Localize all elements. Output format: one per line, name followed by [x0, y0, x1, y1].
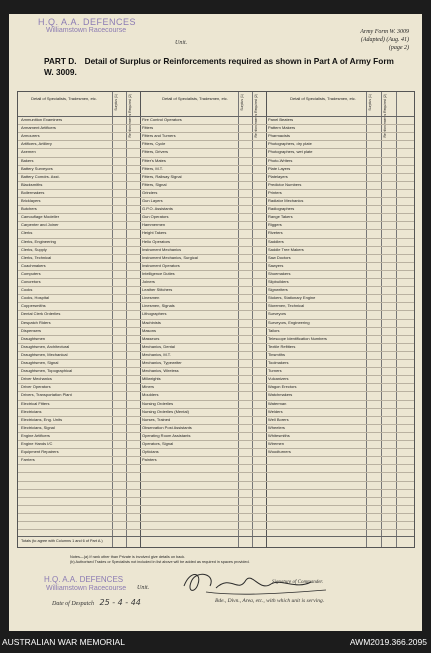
col2-reinf-header: Reinforcements Required (2) — [254, 94, 258, 138]
list-item: Radiographers — [268, 206, 295, 212]
table-row-line — [18, 400, 414, 401]
list-item: Equipment Repairers — [21, 449, 59, 455]
table-row-line — [18, 157, 414, 158]
list-item: Draughtsmen — [21, 335, 46, 341]
list-item: Concretors — [21, 279, 41, 284]
bde-label: Bde., Divn., Area, etc., with which unit is serving. — [215, 598, 325, 604]
table-row-line — [18, 189, 414, 190]
list-item: Farriers — [21, 457, 35, 463]
despatch-value: 25 - 4 - 44 — [99, 598, 141, 607]
table-row-line — [18, 343, 414, 344]
table-row-line — [18, 359, 414, 360]
table-row-line — [18, 383, 414, 384]
list-item: Ammunition Examiners — [21, 117, 63, 122]
table-row-line — [18, 335, 414, 336]
table-row-line — [18, 432, 414, 433]
table-row-line — [18, 505, 414, 506]
list-item: Photographers, wet plate — [268, 149, 313, 155]
form-id-line2: (Adapted) (Aug. 41) — [360, 37, 409, 43]
table-row-line — [18, 375, 414, 376]
list-item: Riggers — [268, 222, 282, 228]
table-row-line — [18, 464, 414, 465]
col1-reinf-header: Reinforcements Required (2) — [128, 94, 132, 138]
table-row-line — [18, 472, 414, 473]
list-item: Lithographers — [142, 311, 167, 317]
table-row-line — [18, 327, 414, 328]
list-item: Tailors — [268, 327, 280, 333]
list-item: Well Borers — [268, 416, 289, 422]
table-row-line — [18, 270, 414, 271]
list-item: Predictor Numbers — [268, 181, 302, 187]
list-item: Camouflage Modeller — [21, 214, 60, 220]
col3-reinf-header: Reinforcements Required (2) — [383, 94, 387, 138]
table-row-line — [18, 440, 414, 441]
list-item: Mechanics, M.T. — [142, 351, 171, 357]
list-item: Miners — [142, 384, 155, 390]
list-item: Sawyers — [268, 262, 284, 268]
list-item: Engine Artificers — [21, 432, 50, 438]
list-item: Draughtsmen, Signal — [21, 360, 59, 365]
list-item: Masseurs — [142, 335, 160, 341]
footer-stamp-line1: H.Q. A.A. DEFENCES — [44, 575, 124, 584]
table-row-line — [18, 181, 414, 182]
totals-divider — [18, 536, 414, 537]
list-item: Coachmakers — [21, 262, 46, 268]
list-item: Driver Mechanics — [21, 376, 52, 382]
table-row-line — [18, 132, 414, 133]
col1-surplus-header: Surplus (1) — [114, 94, 118, 111]
list-item: Mechanics, Typewriter — [142, 360, 182, 365]
list-item: Electricians — [21, 408, 42, 414]
list-item: Axemen — [21, 149, 36, 155]
table-column-divider — [396, 92, 397, 547]
list-item: Electricians, Eng. Units — [21, 416, 63, 422]
table-row-line — [18, 254, 414, 255]
list-item: Watchmakers — [268, 392, 293, 398]
table-row-line — [18, 367, 414, 368]
table-column-divider — [112, 92, 113, 547]
list-item: Draughtsmen, Topographical — [21, 368, 73, 374]
despatch-date — [52, 598, 141, 607]
list-item: Draughtsmen, Architectural — [21, 343, 70, 349]
table-row-line — [18, 521, 414, 522]
list-item: Blacksmiths — [21, 181, 43, 187]
part-title-text: Detail of Surplus or Reinforcements required as shown in Part A of Army Form W. 3009. — [44, 56, 394, 77]
list-item: Instrument Mechanics — [142, 246, 182, 252]
table-row-line — [18, 529, 414, 530]
list-item: Instrument Mechanics, Surgical — [142, 254, 198, 260]
list-item: Pattern Makers — [268, 125, 296, 131]
list-item: Artificers, Artillery — [21, 141, 52, 147]
list-item: Painters — [142, 457, 157, 463]
table-row-line — [18, 319, 414, 320]
list-item: Armament Artificers — [21, 125, 56, 131]
list-item: Fitters and Turners — [142, 133, 176, 139]
list-item: Plate Layers — [268, 165, 291, 171]
list-item: Nursing Orderlies (Mental) — [142, 408, 189, 414]
table-row-line — [18, 351, 414, 352]
table-column-divider — [126, 92, 127, 547]
list-item: Stokers, Stationary Engine — [268, 295, 316, 301]
list-item: Fitters — [142, 125, 154, 131]
table-row-line — [18, 165, 414, 166]
caption-left: AUSTRALIAN WAR MEMORIAL — [2, 637, 125, 647]
table-row-line — [18, 278, 414, 279]
notes — [70, 555, 250, 565]
list-item: Saddle Tree Makers — [268, 246, 304, 252]
table-column-divider — [140, 92, 141, 547]
list-item: Vulcanizers — [268, 376, 289, 382]
list-item: Operators, Signal — [142, 441, 174, 446]
table-row-line — [18, 197, 414, 198]
list-item: Observation Post Assistants — [142, 424, 192, 430]
table-row-line — [18, 205, 414, 206]
note-a: Notes—(a) If rank other than Private is involved give details on back. — [70, 555, 186, 559]
col3-header: Detail of Specialists, Tradesmen, etc. — [290, 96, 356, 101]
list-item: Leather Stitchers — [142, 287, 173, 293]
list-item: Tinsmiths — [268, 351, 285, 357]
col2-header: Detail of Specialists, Tradesmen, etc. — [162, 96, 228, 101]
list-item: Pharmacists — [268, 133, 291, 139]
totals-label: Totals (to agree with Columns 1 and 6 of Part A.) — [21, 539, 103, 543]
list-item: Surveyors — [268, 311, 287, 317]
list-item: Signwriters — [268, 287, 288, 293]
list-item: Height Takers — [142, 230, 167, 236]
form-identifier — [360, 28, 409, 52]
list-item: Intelligence Duties — [142, 270, 175, 276]
table-row-line — [18, 391, 414, 392]
list-item: Whitesmiths — [268, 432, 290, 438]
table-column-divider — [381, 92, 382, 547]
list-item: Boilermakers — [21, 189, 45, 195]
list-item: Fitter's Mates — [142, 157, 166, 163]
form-id-line1: Army Form W. 3009 — [360, 29, 409, 35]
table-row-line — [18, 489, 414, 490]
table-row-line — [18, 148, 414, 149]
list-item: Platelayers — [268, 173, 288, 179]
list-item: Cooks — [21, 287, 33, 293]
list-item: Gun Layers — [142, 198, 163, 203]
table-column-divider — [252, 92, 253, 547]
list-item: Dispensers — [21, 327, 42, 333]
list-item: Masons — [142, 327, 157, 333]
list-item: Instrument Operators — [142, 262, 180, 268]
footer-stamp-line2: Williamstown Racecourse — [46, 585, 127, 592]
list-item: Slipbuilders — [268, 279, 289, 284]
despatch-label: Date of Despatch — [52, 601, 94, 607]
list-item: Wiremen — [268, 441, 285, 446]
list-item: Panel Beaters — [268, 117, 294, 122]
list-item: Battery Surveyors — [21, 165, 53, 171]
list-item: Electrical Fitters — [21, 400, 50, 406]
list-item: Wagon Erectors — [268, 384, 297, 390]
table-row-line — [18, 229, 414, 230]
table-row-line — [18, 213, 414, 214]
table-column-divider — [266, 92, 267, 547]
list-item: Welders — [268, 408, 283, 414]
header-stamp-line1: H.Q. A.A. DEFENCES — [38, 17, 137, 27]
list-item: Clerks, Supply — [21, 246, 47, 252]
list-item: Drivers, Transportation Plant — [21, 392, 72, 398]
table-row-line — [18, 262, 414, 263]
list-item: Saddlers — [268, 238, 284, 244]
list-item: Opticians — [142, 449, 159, 455]
part-label: PART D. — [44, 56, 77, 66]
list-item: Grinders — [142, 189, 158, 195]
list-item: Nurses, Trained — [142, 416, 171, 422]
part-title — [44, 56, 404, 78]
list-item: Cooks, Hospital — [21, 295, 50, 301]
table-row-line — [18, 310, 414, 311]
list-item: Mechanics, Wireless — [142, 368, 179, 374]
list-item: Computers — [21, 270, 41, 276]
list-item: Moulders — [142, 392, 159, 398]
note-b: (b) Authorised Trades or Specialists not included in list above will be added as required in spaces provided. — [70, 560, 250, 564]
list-item: Linesmen, Signals — [142, 303, 175, 309]
table-row-line — [18, 286, 414, 287]
list-item: G.P.O. Assistants — [142, 206, 173, 212]
list-item: Machinists — [142, 319, 161, 325]
list-item: Fitters, Drivers — [142, 149, 168, 155]
list-item: Joiners — [142, 279, 155, 284]
table-row-line — [18, 238, 414, 239]
form-id-line3: (page 2) — [388, 45, 409, 51]
table-row-line — [18, 124, 414, 125]
list-item: Draughtsmen, Mechanical — [21, 351, 68, 357]
table-row-line — [18, 294, 414, 295]
table-row-line — [18, 221, 414, 222]
table-row-line — [18, 302, 414, 303]
list-item: Bakers — [21, 157, 34, 163]
col1-header: Detail of Specialists, Tradesmen, etc. — [31, 96, 97, 101]
list-item: Wheelers — [268, 424, 285, 430]
col3-surplus-header: Surplus (1) — [368, 94, 372, 111]
footer-unit-label: Unit. — [137, 585, 150, 591]
list-item: Surveyors, Engineering — [268, 319, 310, 325]
list-item: Butchers — [21, 206, 37, 212]
table-header-divider — [18, 116, 414, 117]
list-item: Armourers — [21, 133, 40, 139]
list-item: Printers — [268, 189, 282, 195]
table-column-divider — [238, 92, 239, 547]
list-item: Saw Doctors — [268, 254, 291, 260]
header-stamp-line2: Williamstown Racecourse — [46, 27, 127, 34]
table-row-line — [18, 424, 414, 425]
list-item: Turners — [268, 368, 282, 374]
col2-surplus-header: Surplus (1) — [240, 94, 244, 111]
list-item: Carpenter and Joiner — [21, 222, 59, 228]
list-item: Woodturners — [268, 449, 291, 455]
list-item: Fitters, Railway Signal — [142, 173, 182, 179]
caption-right: AWM2019.366.2095 — [349, 637, 427, 647]
list-item: Waterman — [268, 400, 287, 406]
table-row-line — [18, 513, 414, 514]
list-item: Telescope Identification Numbers — [268, 335, 327, 341]
list-item: Battery Comdrs. Asst. — [21, 173, 60, 179]
list-item: Millwrights — [142, 376, 161, 382]
list-item: Mechanics, Dental — [142, 343, 175, 349]
list-item: Clerks, Engineering — [21, 238, 56, 244]
list-item: Riveters — [268, 230, 283, 236]
list-item: Fire Control Operators — [142, 117, 182, 122]
list-item: Fitters, Cycle — [142, 141, 166, 147]
list-item: Clerks, Technical — [21, 254, 52, 260]
table-row-line — [18, 416, 414, 417]
list-item: Clerks — [21, 230, 33, 236]
list-item: Textile Refitters — [268, 343, 296, 349]
list-item: Despatch Riders — [21, 319, 51, 325]
list-item: Linesmen — [142, 295, 160, 301]
table-row-line — [18, 497, 414, 498]
table-row-line — [18, 456, 414, 457]
list-item: Photographers, dry plate — [268, 141, 312, 147]
list-item: Engine Hands I/C — [21, 441, 53, 446]
header-unit-label: Unit. — [175, 40, 188, 46]
list-item: Toolmakers — [268, 360, 289, 365]
list-item: Electricians, Signal — [21, 424, 55, 430]
list-item: Radiator Mechanics — [268, 198, 304, 203]
list-item: Dental Clerk Orderlies — [21, 311, 61, 317]
table-row-line — [18, 408, 414, 409]
list-item: Coppersmiths — [21, 303, 46, 309]
table-row-line — [18, 481, 414, 482]
list-item: Fitters, M.T. — [142, 165, 163, 171]
table-column-divider — [366, 92, 367, 547]
table-row-line — [18, 140, 414, 141]
specialists-table — [17, 91, 415, 548]
list-item: Photo-Writers — [268, 157, 293, 163]
table-row-line — [18, 246, 414, 247]
list-item: Storemen, Technical — [268, 303, 305, 309]
list-item: Hammermen — [142, 222, 166, 228]
signature-label: Signature of Commander. — [272, 580, 324, 585]
list-item: Bricklayers — [21, 198, 41, 203]
list-item: Range Takers — [268, 214, 293, 220]
list-item: Nursing Orderlies — [142, 400, 174, 406]
table-row-line — [18, 173, 414, 174]
list-item: Fitters, Signal — [142, 181, 167, 187]
list-item: Operating Room Assistants — [142, 432, 191, 438]
list-item: Helio Operators — [142, 238, 171, 244]
list-item: Driver Operators — [21, 384, 51, 390]
list-item: Gun Operators — [142, 214, 169, 220]
list-item: Shoemakers — [268, 270, 291, 276]
table-row-line — [18, 448, 414, 449]
